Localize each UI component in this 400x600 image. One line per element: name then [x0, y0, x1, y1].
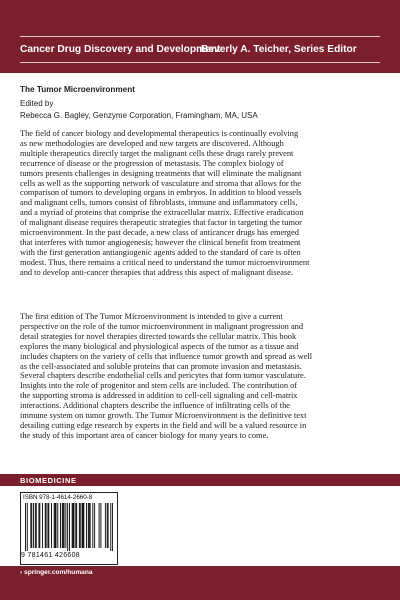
barcode-bar — [47, 503, 48, 548]
isbn-digits: 9 781461 426608 — [21, 552, 80, 559]
blurb-paragraph-2 — [20, 312, 361, 441]
barcode-bar — [73, 503, 74, 548]
barcode-bar — [82, 503, 83, 548]
barcode-bar — [46, 503, 47, 548]
blurb-line: Insights into the role of progenitor and stem cells are included. The contribution of — [20, 381, 298, 391]
book-editor: Rebecca G. Bagley, Genzyme Corporation, Framingham, MA, USA — [20, 111, 258, 120]
blurb-line: as new methodologies are developed and new targets are discovered. Although — [20, 138, 284, 148]
barcode-bar — [90, 503, 91, 548]
blurb-line: of malignant disease requires therapeutic strategies that factor in targeting the tumor — [20, 218, 302, 228]
blurb-line: cells as well as the supporting network of vasculature and stroma that allows for the — [20, 178, 301, 188]
blurb-line: and malignant cells, tumors consist of fibroblasts, immune and inflammatory cells, — [20, 198, 298, 208]
barcode-bar — [99, 503, 100, 548]
blurb-line: includes chapters on the variety of cells that influence tumor growth and spread as well — [20, 351, 313, 361]
subject-label: BIOMEDICINE — [20, 476, 77, 485]
blurb-line: comparison of tumors to developing organs in embryos. In addition to blood vessels — [20, 188, 302, 198]
header-rule-top — [20, 36, 380, 37]
barcode-bar — [39, 503, 40, 548]
barcode-bar — [76, 503, 77, 548]
blurb-line: recurrence of disease or the progression of metastasis. The complex biology of — [20, 158, 284, 168]
barcode-bar — [55, 503, 56, 548]
barcode-icon — [25, 503, 113, 551]
barcode-bar — [75, 503, 76, 548]
barcode-bar — [72, 503, 73, 548]
barcode-bar — [107, 503, 108, 548]
barcode-bar — [86, 503, 87, 548]
barcode-bar — [38, 503, 39, 548]
barcode-bar — [89, 503, 90, 548]
blurb-line: and to develop anti-cancer therapies that address this aspect of malignant disease. — [20, 267, 294, 277]
barcode-bar — [63, 503, 64, 548]
barcode-bar — [94, 503, 95, 548]
barcode-bar — [33, 503, 34, 548]
blurb-line: microenvironment. In the past decade, a new class of anticancer drugs has emerged — [20, 228, 299, 238]
barcode-bar — [69, 503, 70, 551]
blurb-line: and a myriad of proteins that comprise the extracellular matrix. Effective eradication — [20, 208, 304, 218]
blurb-line: as the cell-associated and soluble proteins that can promote invasion and metastasis. — [20, 361, 302, 371]
header-rule-bottom — [20, 62, 380, 63]
book-title: The Tumor Microenvironment — [20, 85, 135, 94]
publisher-url[interactable]: › springer.com/humana — [20, 569, 93, 576]
barcode-bar — [64, 503, 65, 548]
barcode-bar — [82, 503, 83, 548]
barcode-bar — [105, 503, 106, 548]
blurb-line: Several chapters describe endothelial cells and pericytes that form tumor vasculature. — [20, 371, 306, 381]
barcode-bar — [88, 503, 89, 548]
blurb-line: interactions. Additional chapters describe the influence of infiltrating cells of the — [20, 401, 291, 411]
blurb-line: tumors presents challenges in designing treatments that will eliminate the malignant — [20, 168, 302, 178]
barcode-bar — [56, 503, 57, 548]
isbn-text: ISBN 978-1-4614-2660-8 — [23, 494, 93, 501]
blurb-line: with the first generation antiangiogenic agents added to the standard of care is often — [20, 247, 301, 257]
edited-by: Edited by — [20, 99, 54, 108]
barcode-bar — [60, 503, 61, 548]
barcode-bar — [42, 503, 43, 548]
barcode-bar — [65, 503, 66, 548]
barcode-bar — [54, 503, 55, 548]
blurb-line: immune system on tumor growth. The Tumor Microenvironment is the definitive text — [20, 411, 307, 421]
barcode-bar — [100, 503, 101, 548]
barcode-bar — [27, 503, 28, 551]
barcode-bar — [83, 503, 84, 548]
series-title: Cancer Drug Discovery and Development — [20, 44, 221, 55]
barcode-bar — [108, 503, 109, 548]
blurb-line: the supporting stroma is addressed in addition to cell-cell signaling and cell-matrix — [20, 391, 298, 401]
barcode-bar — [31, 503, 32, 548]
blurb-line: The field of cancer biology and developmental therapeutics is continually evolving — [20, 129, 299, 138]
series-editor: Beverly A. Teicher, Series Editor — [201, 44, 357, 55]
blurb-line: explores the many biological and physiological aspects of the tumor as a tissue and — [20, 341, 299, 351]
blurb-line: The first edition of The Tumor Microenvironment is intended to give a current — [20, 312, 283, 321]
blurb-line: perspective on the role of the tumor microenvironment in malignant progression and — [20, 321, 304, 331]
barcode-bar — [112, 503, 113, 551]
blurb-line: detail strategies for novel therapies directed towards the cellular matrix. This book — [20, 331, 297, 341]
barcode-bar — [36, 503, 37, 548]
blurb-line: that interferes with tumor angiogenesis; however the clinical benefit from treatment — [20, 237, 301, 247]
barcode-bar — [80, 503, 81, 548]
barcode-bar — [62, 503, 63, 548]
barcode-bar — [92, 503, 93, 548]
blurb-line: modest. Thus, there remains a critical need to understand the tumor microenvironment — [20, 257, 310, 267]
barcode-bar — [30, 503, 31, 548]
barcode-bar — [51, 503, 52, 548]
barcode-bar — [45, 503, 46, 548]
barcode-bar — [110, 503, 111, 551]
barcode-bar — [35, 503, 36, 548]
blurb-line: multiple therapeutics directly target the malignant cells these drugs rarely prevent — [20, 148, 294, 158]
blurb-paragraph-1 — [20, 129, 361, 278]
blurb-line: the study of this important area of cancer biology for many years to come. — [20, 430, 269, 440]
series-line — [20, 44, 380, 55]
barcode-bar — [48, 503, 49, 548]
blurb-line: detailing cutting edge research by experts in the field and will be a valued resource in — [20, 420, 307, 430]
barcode-bar — [25, 503, 26, 551]
barcode-bar — [57, 503, 58, 548]
barcode-bar — [67, 503, 68, 551]
barcode-bar — [79, 503, 80, 548]
barcode-bar — [73, 503, 74, 548]
